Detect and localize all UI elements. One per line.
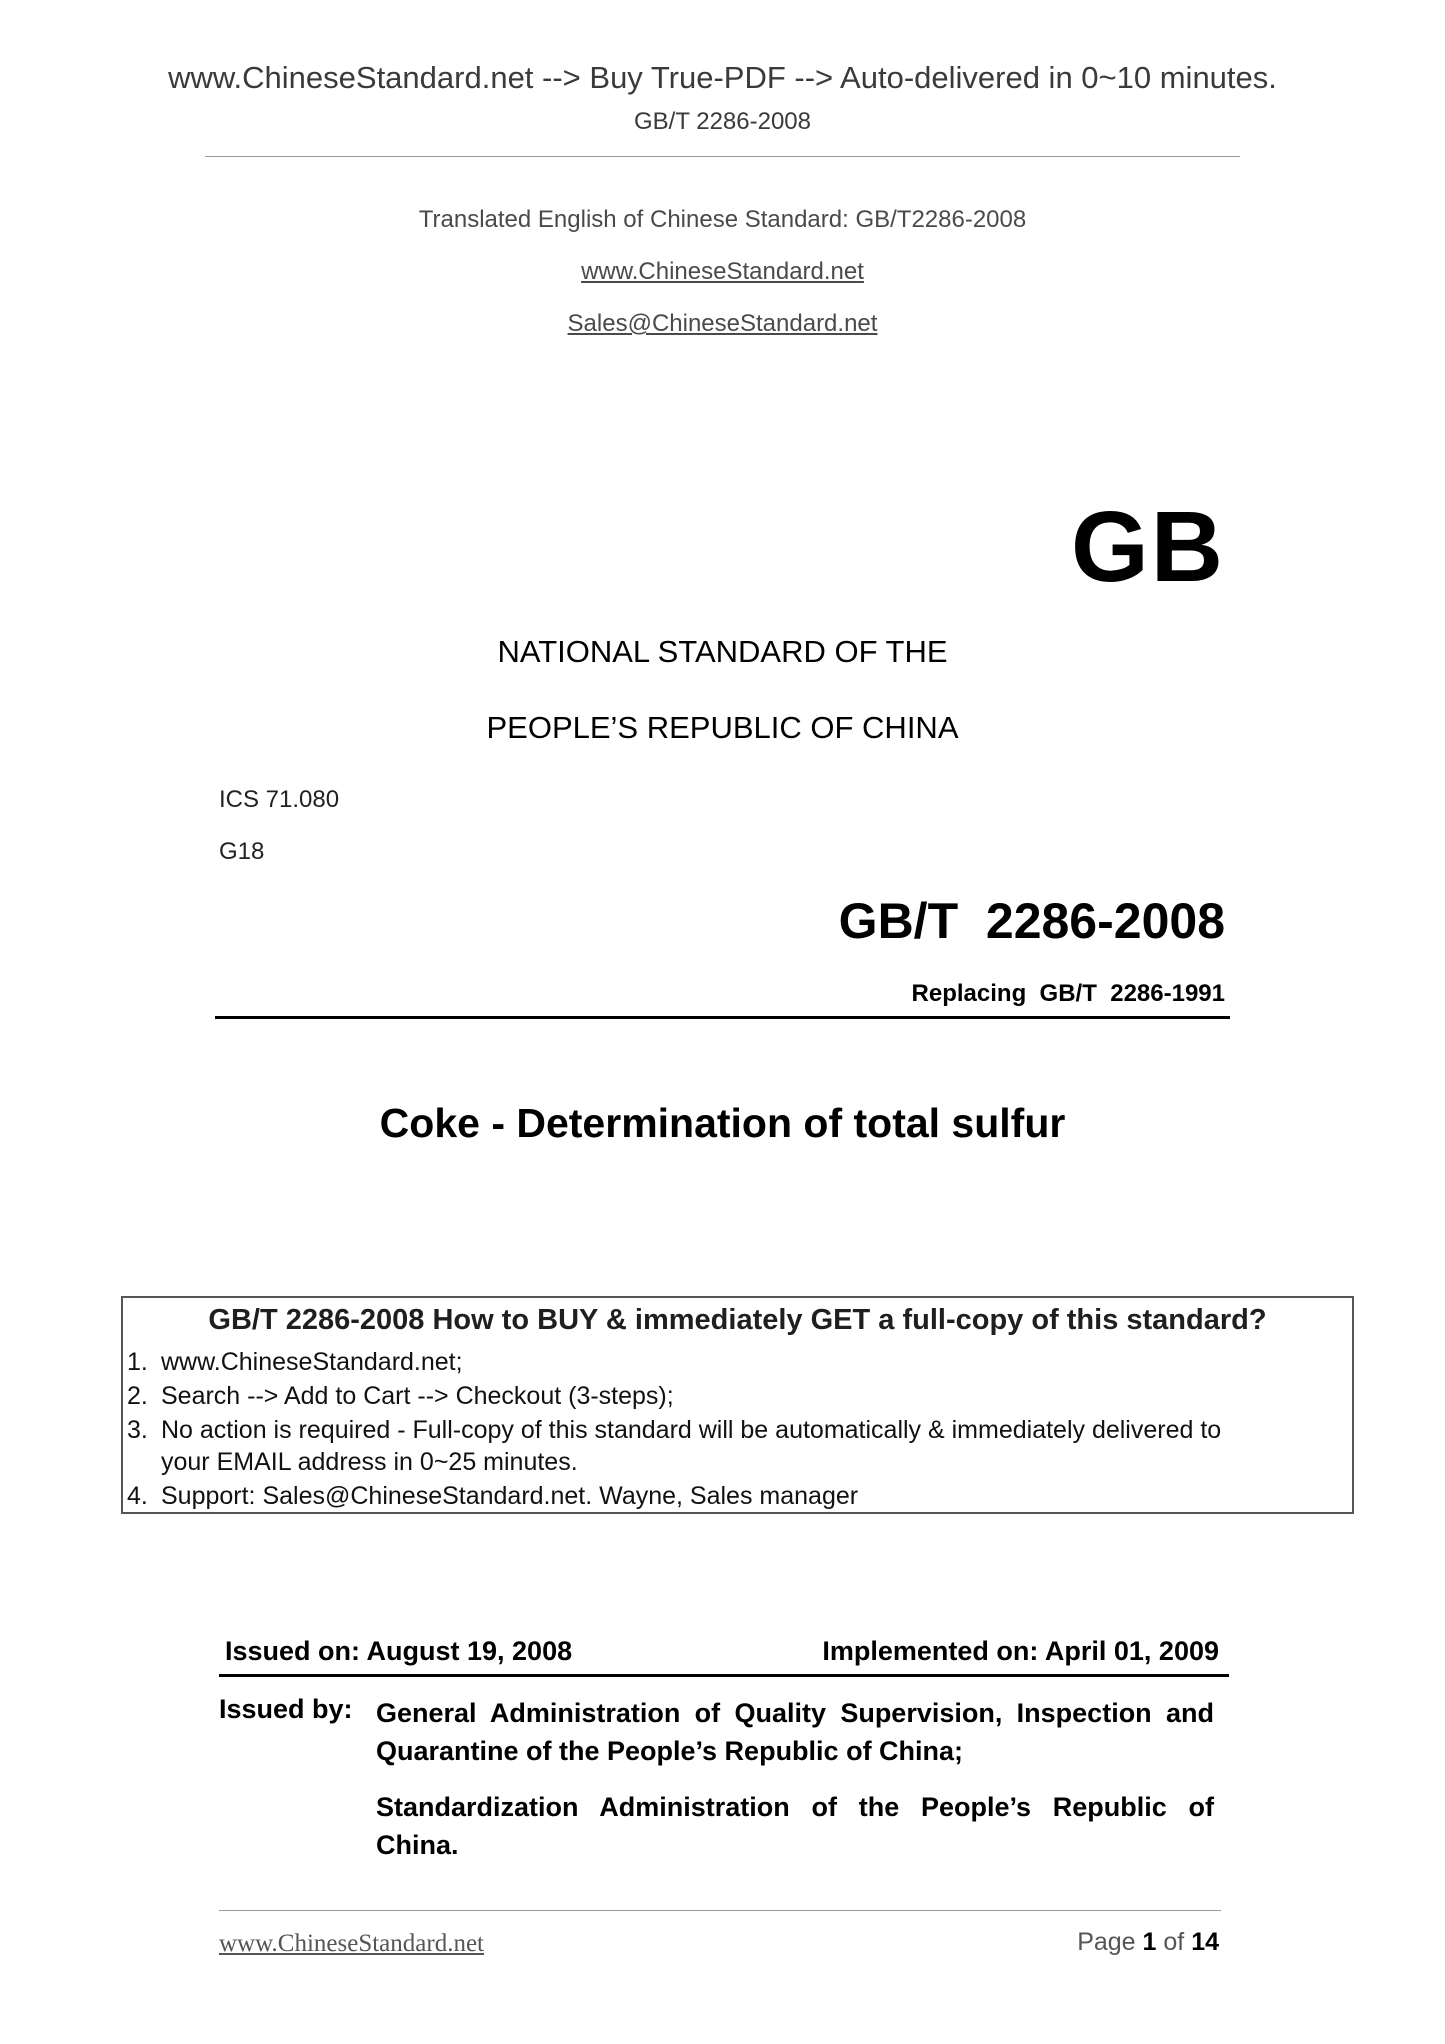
issuer-sac: Standardization Administration of the People’s Republic of China. <box>376 1792 1214 1860</box>
header-divider <box>205 156 1240 157</box>
step-text: Support: Sales@ChineseStandard.net. Wayne, Sales manager <box>161 1482 859 1510</box>
footer-website-link[interactable]: www.ChineseStandard.net <box>219 1930 484 1957</box>
gb-logo: GB <box>1071 491 1225 603</box>
header-banner: www.ChineseStandard.net --> Buy True-PDF --> Auto-delivered in 0~10 minutes. <box>168 60 1277 95</box>
ccs-code: G18 <box>219 838 265 865</box>
step-number: 1. <box>127 1348 148 1376</box>
step-text: Search --> Add to Cart --> Checkout (3-steps); <box>161 1382 674 1410</box>
page-total: 14 <box>1191 1928 1219 1956</box>
page-prefix: Page <box>1077 1928 1143 1956</box>
purchase-box-title: GB/T 2286-2008 How to BUY & immediately GET a full-copy of this standard? <box>208 1304 1267 1336</box>
website-link[interactable]: www.ChineseStandard.net <box>581 258 864 285</box>
translated-statement: Translated English of Chinese Standard: GB/T2286-2008 <box>418 206 1027 233</box>
header-standard-code: GB/T 2286-2008 <box>633 108 811 135</box>
email-link[interactable]: Sales@ChineseStandard.net <box>567 310 878 337</box>
issued-by-label: Issued by: <box>219 1694 353 1724</box>
page-current: 1 <box>1142 1928 1157 1956</box>
purchase-step <box>127 1482 858 1511</box>
purchase-info-box <box>121 1296 1354 1514</box>
issuer-gaqsiq: General Administration of Quality Supervision, Inspection and Quarantine of the People’s Republic of China; <box>376 1698 1214 1766</box>
national-standard-line1: NATIONAL STANDARD OF THE <box>497 634 948 669</box>
page-mid: of <box>1156 1928 1192 1956</box>
purchase-step <box>127 1348 463 1377</box>
step-text: No action is required - Full-copy of this standard will be automatically & immediately delivered to <box>161 1416 1222 1444</box>
step-text: www.ChineseStandard.net; <box>161 1348 463 1376</box>
title-divider <box>215 1016 1230 1019</box>
national-standard-line2: PEOPLE’S REPUBLIC OF CHINA <box>486 710 959 745</box>
step-number: 2. <box>127 1382 148 1410</box>
website-link-wrap <box>0 258 1445 286</box>
step-number: 4. <box>127 1482 148 1510</box>
ics-code: ICS 71.080 <box>219 786 340 813</box>
purchase-step <box>127 1382 674 1411</box>
purchase-step <box>127 1416 1221 1445</box>
step-text: your EMAIL address in 0~25 minutes. <box>161 1448 578 1476</box>
replacing-standard: Replacing GB/T 2286-1991 <box>911 980 1225 1007</box>
document-title: Coke - Determination of total sulfur <box>379 1100 1066 1146</box>
step-number: 3. <box>127 1416 148 1444</box>
page-indicator <box>1077 1928 1219 1957</box>
email-link-wrap <box>0 310 1445 338</box>
standard-number: GB/T 2286-2008 <box>838 893 1225 949</box>
issue-divider <box>219 1674 1229 1677</box>
issued-on-date: Issued on: August 19, 2008 <box>225 1636 573 1666</box>
implemented-on-date: Implemented on: April 01, 2009 <box>822 1636 1219 1666</box>
footer-divider <box>219 1910 1221 1911</box>
purchase-step-continuation <box>161 1448 578 1477</box>
